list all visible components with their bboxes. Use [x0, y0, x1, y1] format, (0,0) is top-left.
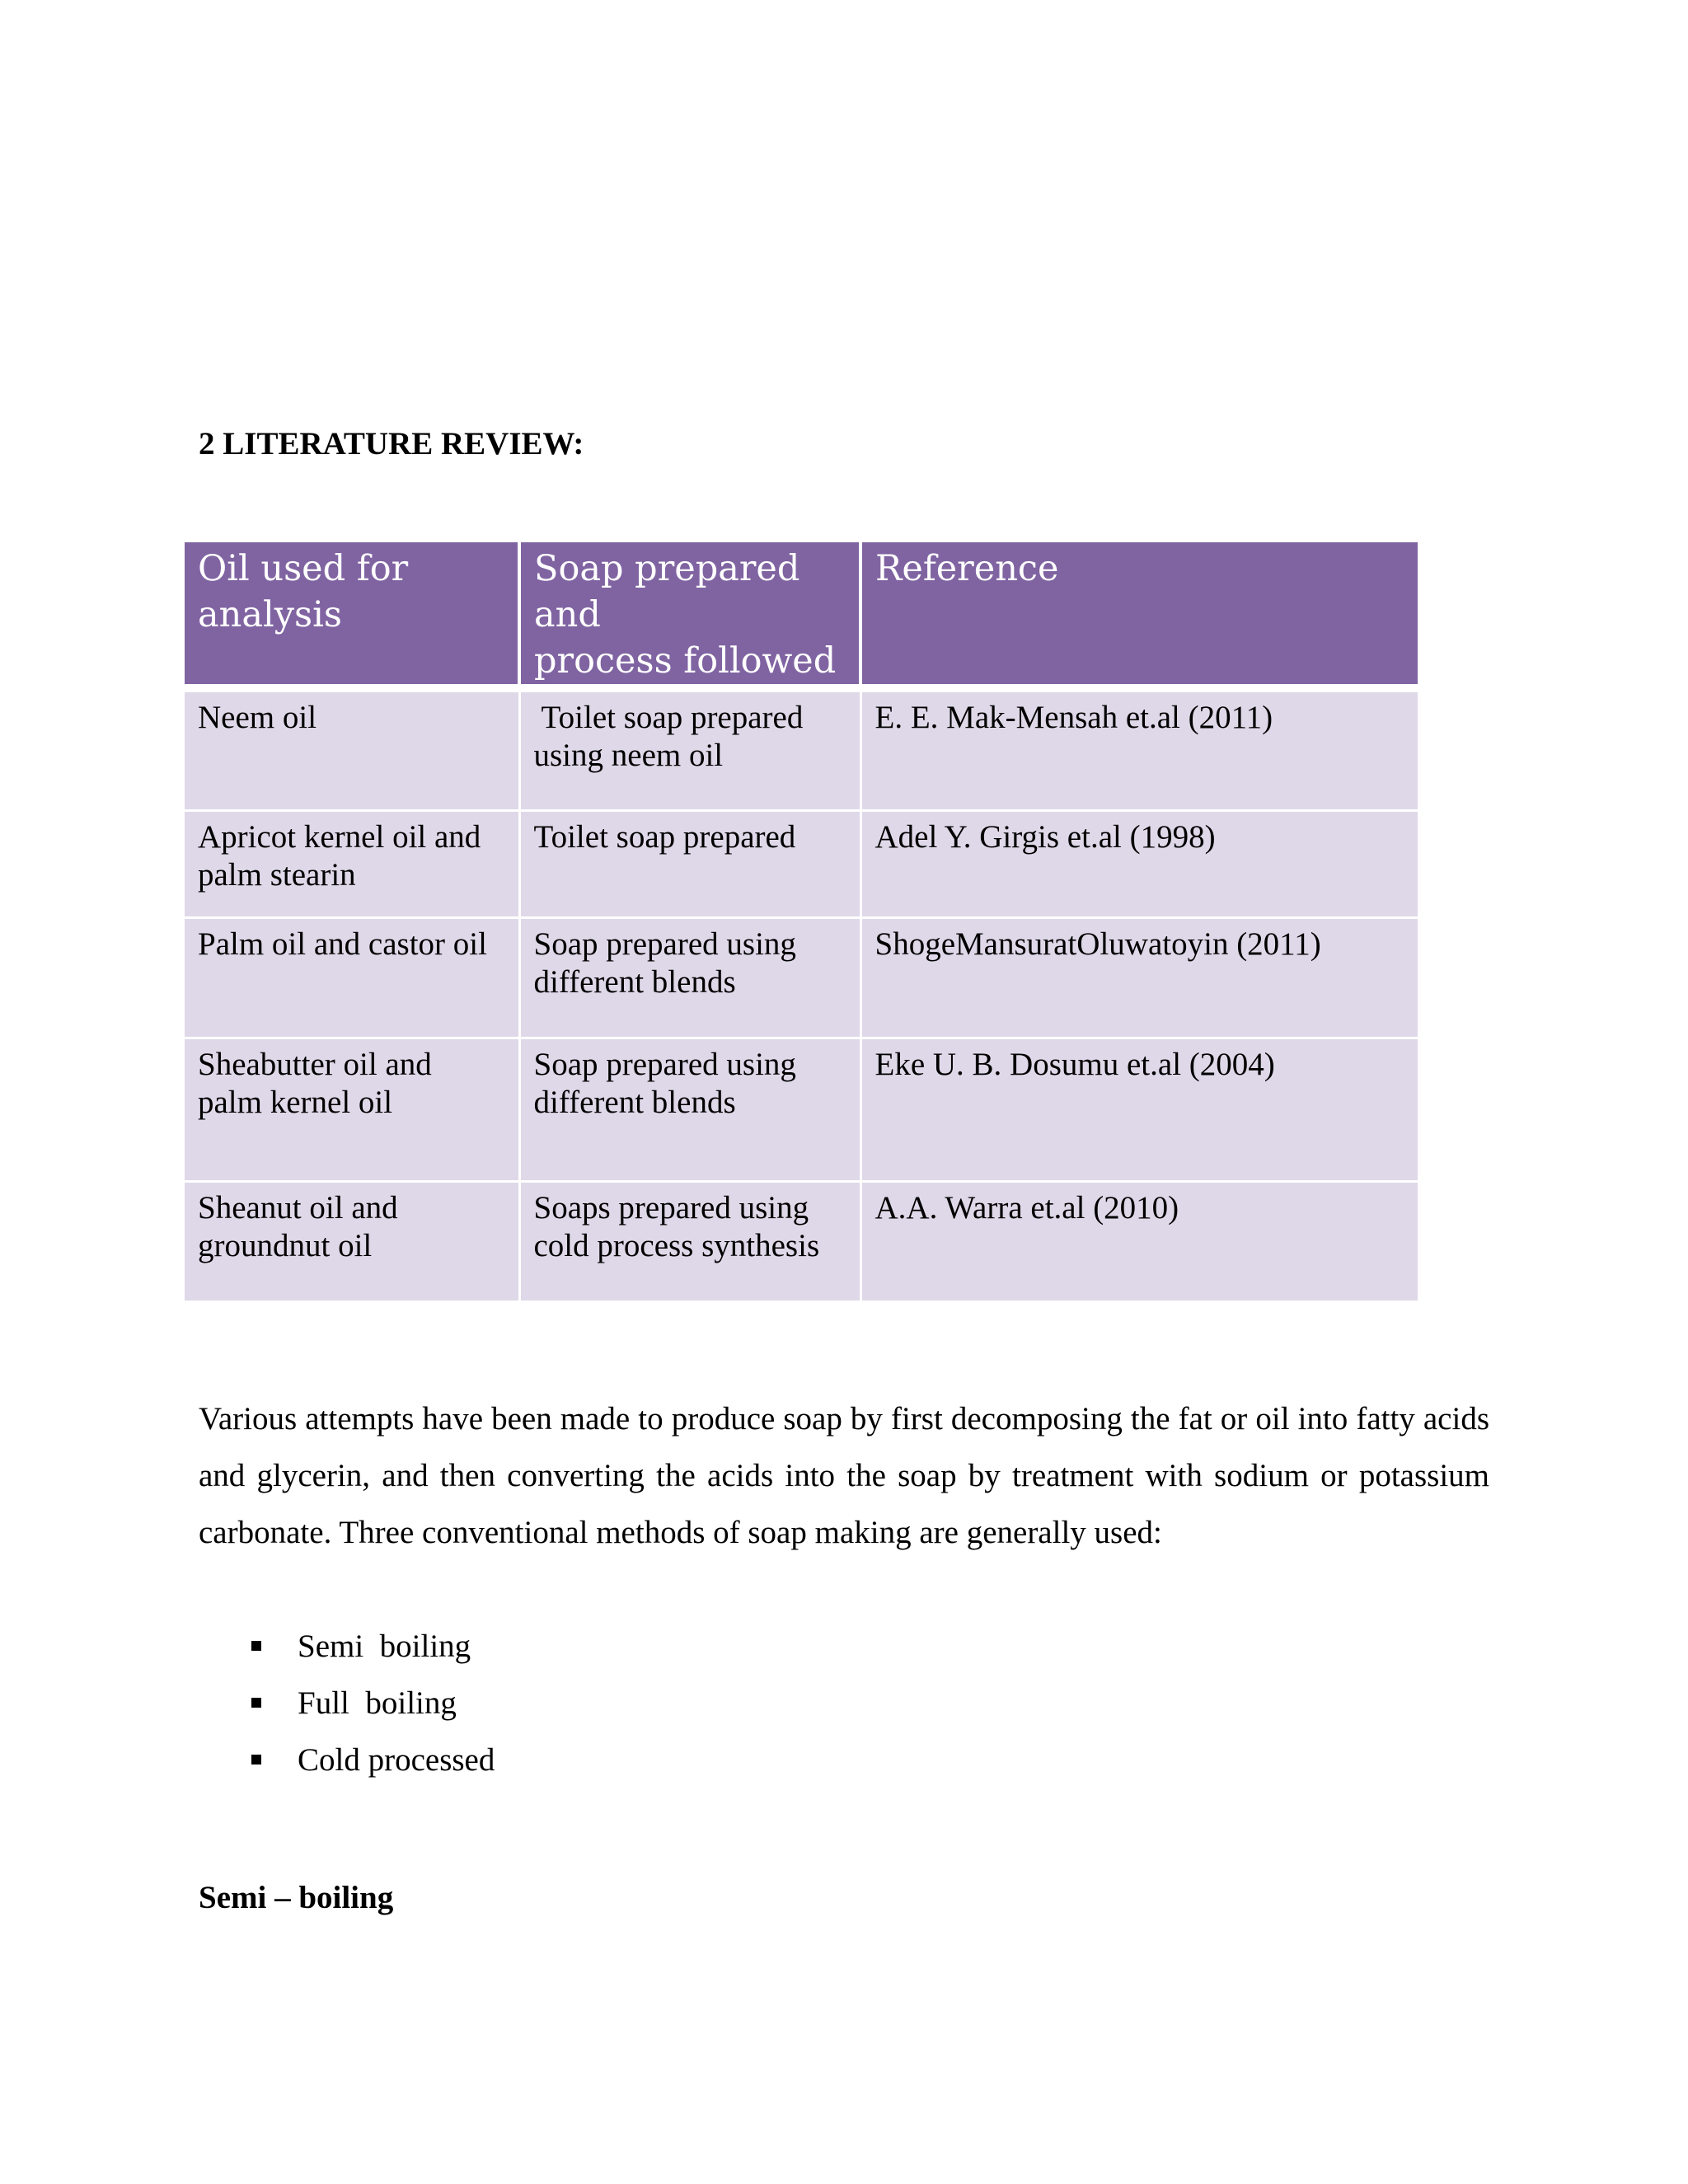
cell-soap: Toilet soap prepared: [519, 810, 860, 917]
sub-heading: Semi – boiling: [199, 1880, 394, 1915]
list-item: Cold processed: [0, 1732, 495, 1788]
table-row: [185, 810, 1418, 917]
table-row: [185, 917, 1418, 1038]
cell-soap: Soap prepared using different blends: [519, 1038, 860, 1181]
section-heading: 2 LITERATURE REVIEW:: [199, 426, 584, 462]
table-header-row: [185, 542, 1418, 688]
cell-oil: Sheanut oil and groundnut oil: [185, 1181, 519, 1301]
cell-oil: Apricot kernel oil and palm stearin: [185, 810, 519, 917]
cell-soap: Soaps prepared using cold process synthesis: [519, 1181, 860, 1301]
square-bullet-icon: [251, 1755, 261, 1765]
square-bullet-icon: [251, 1641, 261, 1651]
literature-table: [185, 542, 1418, 1301]
cell-oil: Neem oil: [185, 688, 519, 810]
square-bullet-icon: [251, 1698, 261, 1708]
cell-soap: Toilet soap prepared using neem oil: [519, 688, 860, 810]
cell-oil: Palm oil and castor oil: [185, 917, 519, 1038]
table-row: [185, 1038, 1418, 1181]
list-item: Semi boiling: [0, 1618, 495, 1675]
header-reference: Reference: [860, 542, 1418, 688]
cell-reference: Eke U. B. Dosumu et.al (2004): [860, 1038, 1418, 1181]
header-soap-prepared: Soap prepared and process followed: [519, 542, 860, 688]
cell-reference: E. E. Mak-Mensah et.al (2011): [860, 688, 1418, 810]
cell-oil: Sheabutter oil and palm kernel oil: [185, 1038, 519, 1181]
header-oil-used: Oil used for analysis: [185, 542, 519, 688]
cell-reference: ShogeMansuratOluwatoyin (2011): [860, 917, 1418, 1038]
cell-reference: A.A. Warra et.al (2010): [860, 1181, 1418, 1301]
cell-reference: Adel Y. Girgis et.al (1998): [860, 810, 1418, 917]
methods-list: [0, 1618, 495, 1788]
table-row: [185, 1181, 1418, 1301]
cell-soap: Soap prepared using different blends: [519, 917, 860, 1038]
body-paragraph: Various attempts have been made to produce soap by first decomposing the fat or oil into fatty acids and glycerin, and then converting the acids into the soap by treatment with sodium or potassium carbonate. Three conventional methods of soap making are generally used:: [199, 1401, 1489, 1550]
table-row: [185, 688, 1418, 810]
list-item: Full boiling: [0, 1675, 495, 1732]
